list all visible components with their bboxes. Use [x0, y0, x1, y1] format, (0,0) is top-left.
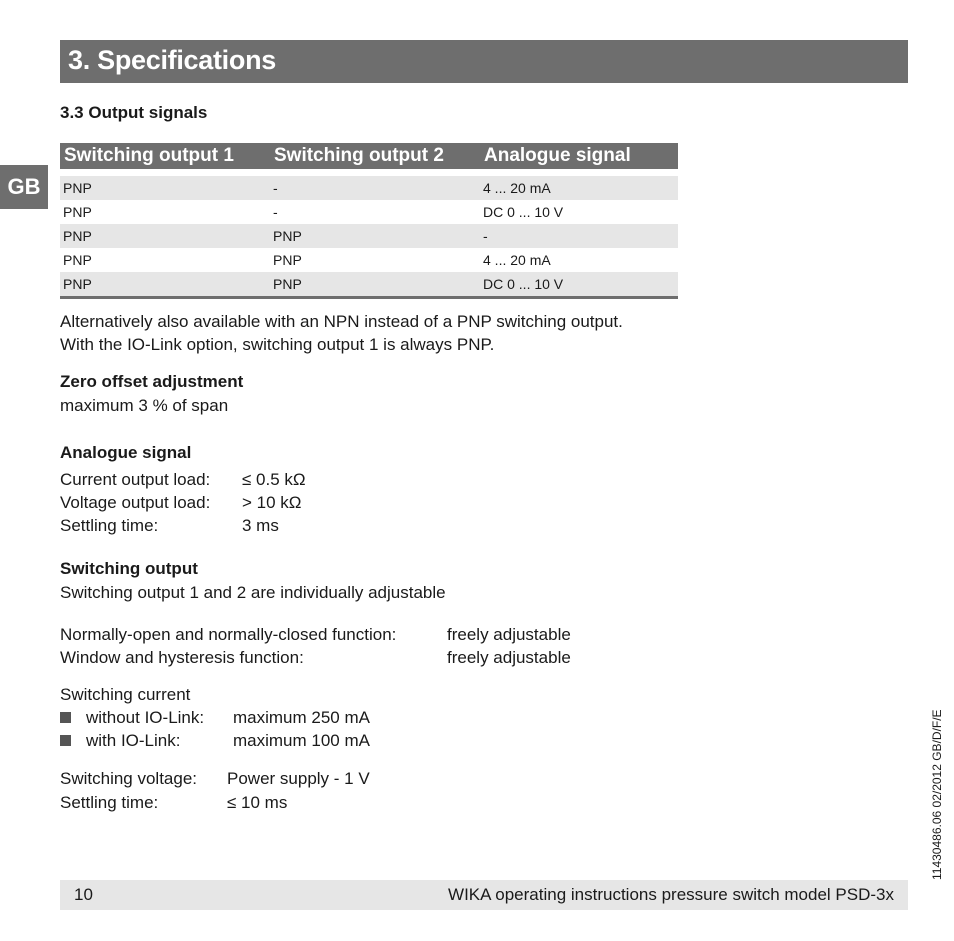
table-cell: PNP [63, 252, 92, 268]
language-tab: GB [0, 165, 48, 209]
voltage-load-value: > 10 kΩ [242, 493, 302, 512]
section-title: 3.3 Output signals [60, 103, 208, 122]
function-value: freely adjustable [447, 625, 571, 644]
page-footer [60, 880, 908, 910]
table-cell: PNP [273, 252, 302, 268]
chapter-header [60, 40, 908, 83]
current-item-label: without IO-Link: [86, 708, 205, 727]
current-load-value: ≤ 0.5 kΩ [242, 470, 306, 489]
table-cell: - [273, 204, 278, 220]
table-row [60, 272, 678, 298]
table-cell: PNP [60, 272, 270, 298]
current-item-label: with IO-Link: [86, 731, 181, 750]
table-cell: PNP [270, 224, 480, 248]
voltage-load-label: Voltage output load: [60, 493, 211, 512]
current-item-value: maximum 250 mA [233, 708, 370, 727]
list-item [60, 706, 204, 729]
table-row [60, 176, 678, 200]
table-header: Switching output 2 [270, 143, 480, 169]
switching-current-label: Switching current [60, 685, 191, 704]
table-row [60, 224, 678, 248]
output-signals-table [60, 143, 678, 299]
switching-output-heading: Switching output [60, 559, 198, 578]
current-item-value: maximum 100 mA [233, 731, 370, 750]
table-cell: 4 ... 20 mA [483, 252, 551, 268]
note-npn: Alternatively also available with an NPN instead of a PNP switching output. [60, 312, 623, 331]
table-cell: - [480, 224, 678, 248]
table-row [60, 248, 678, 272]
footer-title: WIKA operating instructions pressure switch model PSD-3x [448, 885, 894, 904]
table-cell: PNP [63, 204, 92, 220]
function-label: Normally-open and normally-closed function: [60, 625, 397, 644]
page-number: 10 [74, 885, 93, 904]
table-header: Switching output 1 [60, 143, 270, 169]
chapter-title: 3. Specifications [68, 45, 276, 75]
switching-voltage-value: Power supply - 1 V [227, 769, 370, 788]
bullet-icon [60, 712, 71, 723]
function-value: freely adjustable [447, 648, 571, 667]
table-cell: 4 ... 20 mA [480, 176, 678, 200]
analogue-settling-value: 3 ms [242, 516, 279, 535]
switching-settling-value: ≤ 10 ms [227, 793, 288, 812]
table-cell: - [270, 176, 480, 200]
analogue-settling-label: Settling time: [60, 516, 159, 535]
bullet-icon [60, 735, 71, 746]
analogue-signal-heading: Analogue signal [60, 443, 192, 462]
table-cell: PNP [60, 176, 270, 200]
switching-output-text: Switching output 1 and 2 are individually adjustable [60, 583, 446, 602]
function-label: Window and hysteresis function: [60, 648, 304, 667]
switching-settling-label: Settling time: [60, 793, 159, 812]
document-code: 11430486.06 02/2012 GB/D/F/E [930, 709, 944, 880]
switching-voltage-label: Switching voltage: [60, 769, 198, 788]
note-io-link: With the IO-Link option, switching output 1 is always PNP. [60, 335, 495, 354]
table-header-row [60, 143, 678, 169]
current-load-label: Current output load: [60, 470, 211, 489]
table-row [60, 200, 678, 224]
table-header: Analogue signal [480, 143, 678, 169]
table-cell: PNP [60, 224, 270, 248]
table-cell: DC 0 ... 10 V [483, 204, 564, 220]
list-item [60, 729, 180, 752]
zero-offset-text: maximum 3 % of span [60, 396, 229, 415]
zero-offset-heading: Zero offset adjustment [60, 372, 244, 391]
table-cell: PNP [270, 272, 480, 298]
table-cell: DC 0 ... 10 V [480, 272, 678, 298]
